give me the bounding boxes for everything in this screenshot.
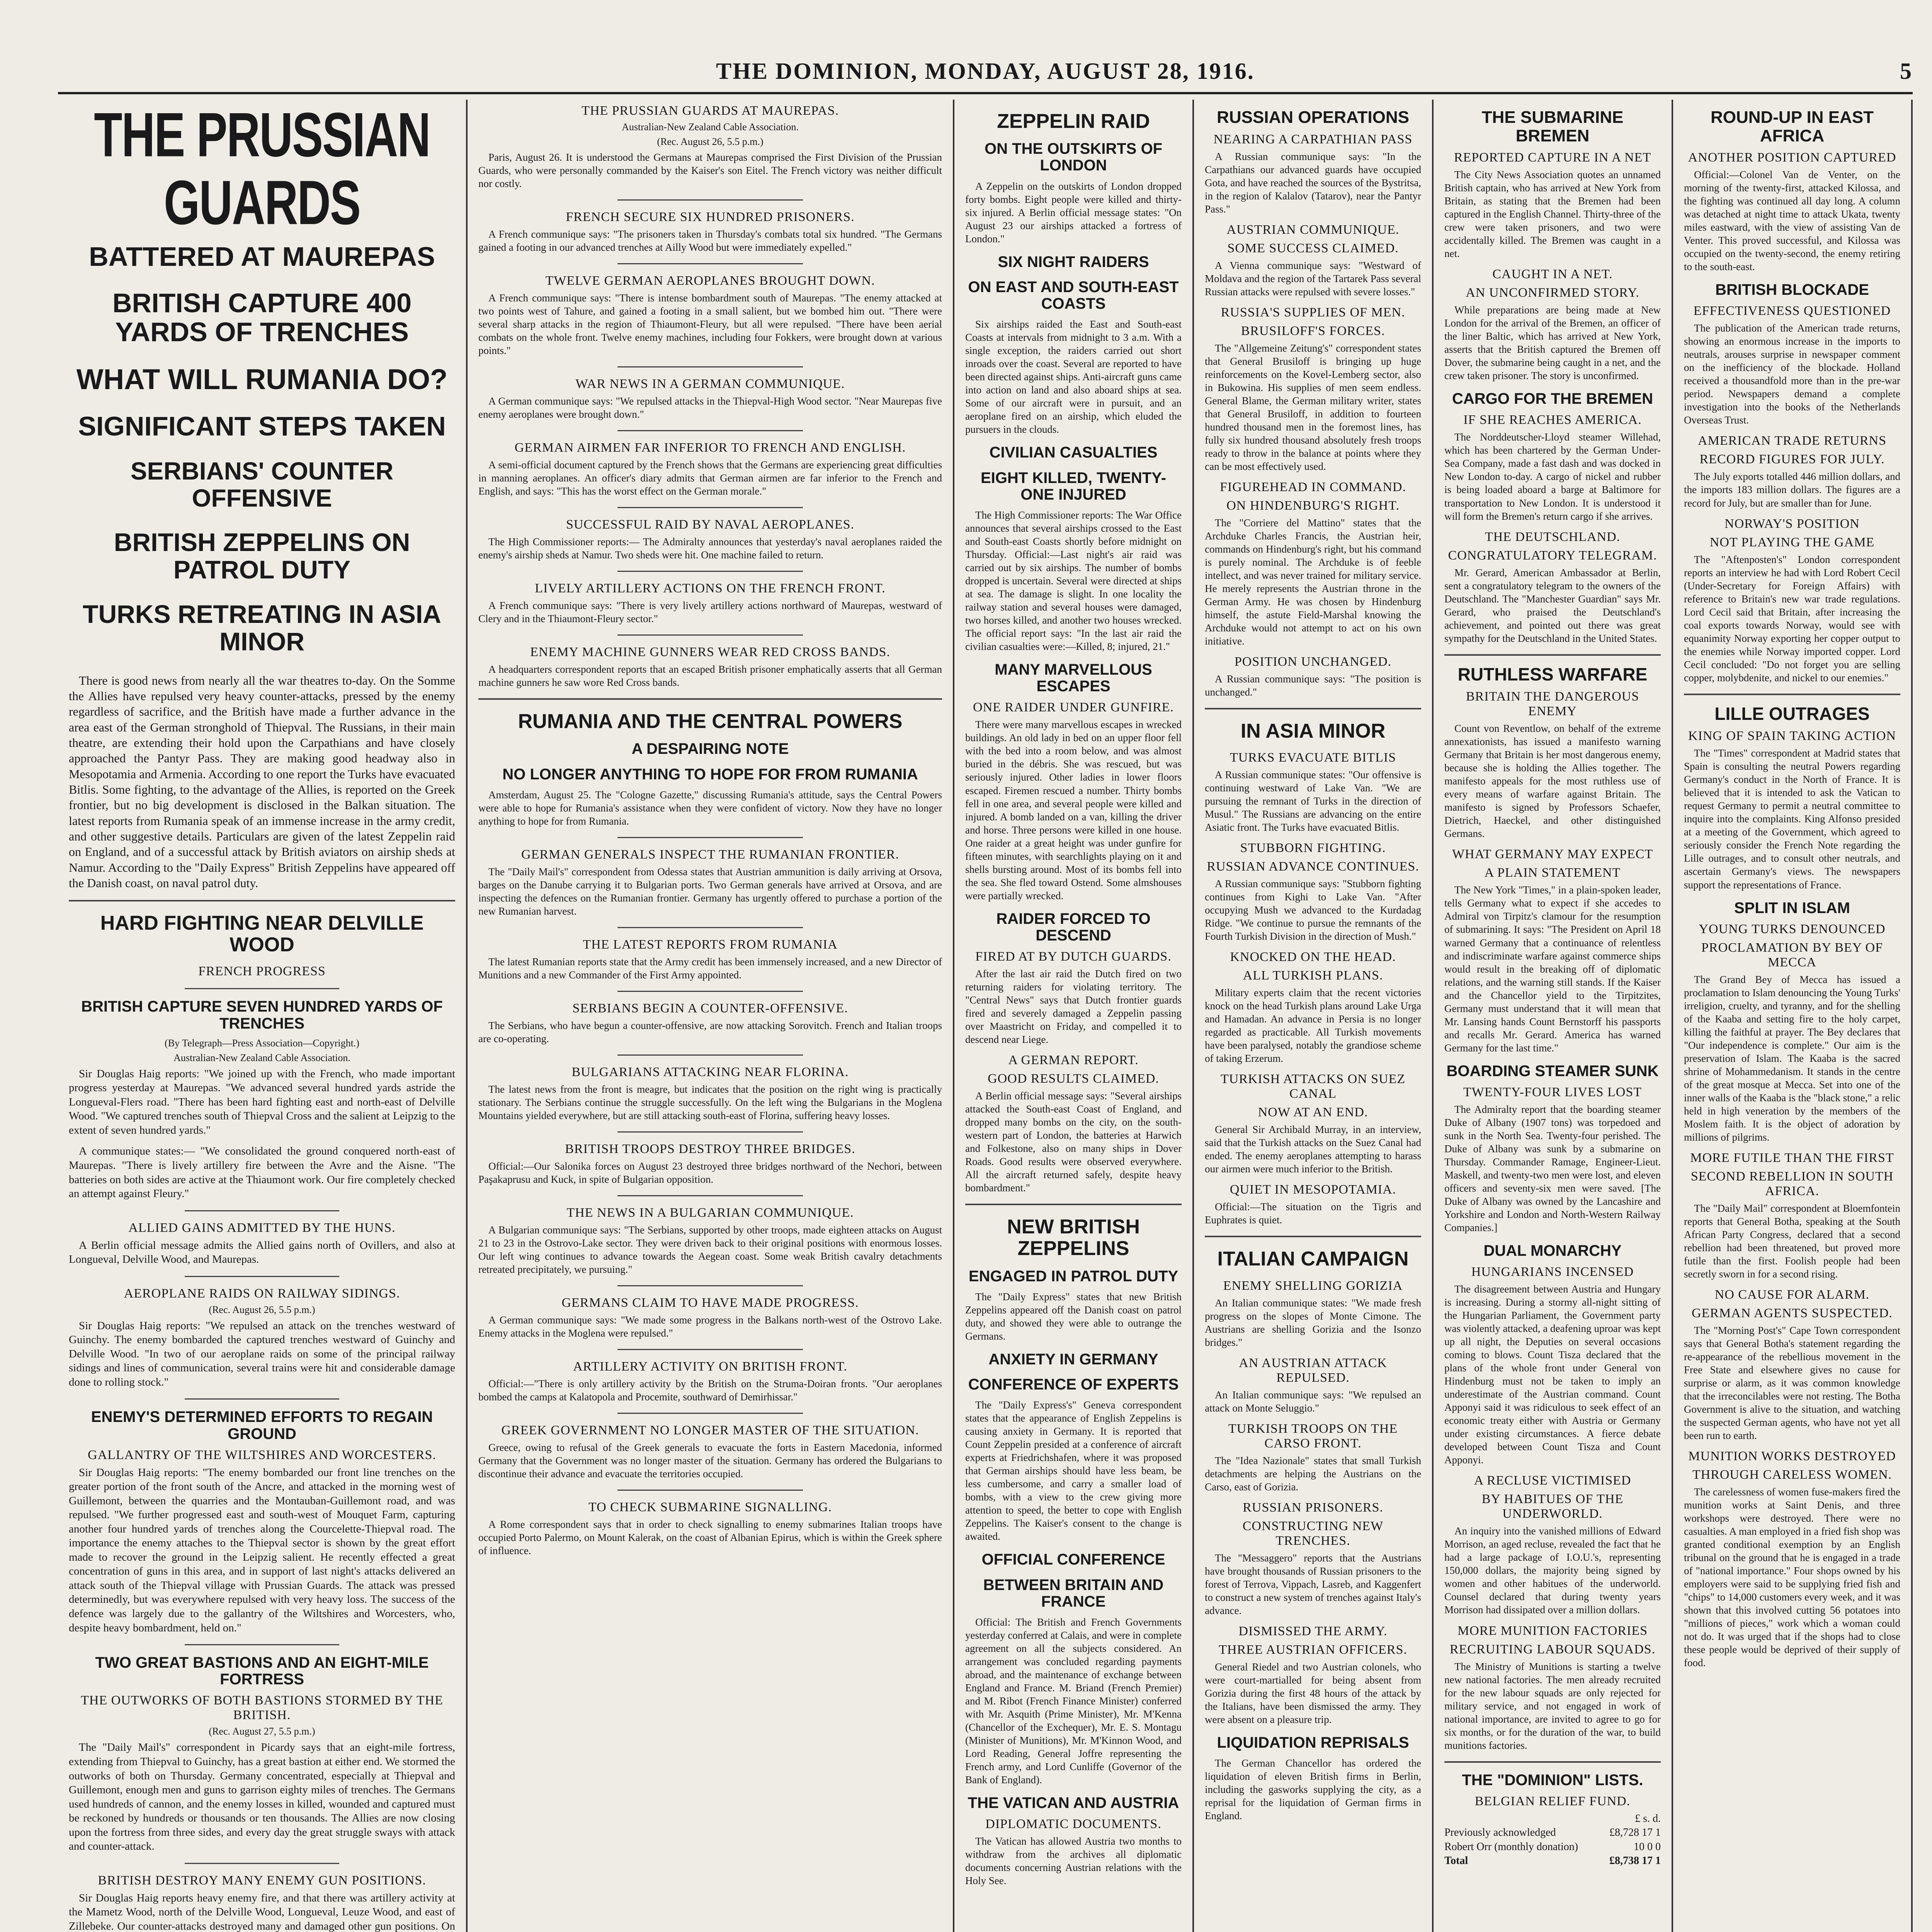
fund-value: £8,728 17 1 <box>1609 1827 1661 1839</box>
headline-east-africa: ROUND-UP IN EAST AFRICA <box>1710 108 1874 145</box>
headline: MORE FUTILE THAN THE FIRST <box>1690 1150 1894 1165</box>
divider <box>478 698 942 700</box>
divider <box>185 1210 339 1211</box>
subhead: A PLAIN STATEMENT <box>1484 866 1621 880</box>
headline-submarine-bremen: THE SUBMARINE BREMEN <box>1481 108 1624 145</box>
headline: TWELVE GERMAN AEROPLANES BROUGHT DOWN. <box>545 274 875 288</box>
headline-allied-gains: ALLIED GAINS ADMITTED BY THE HUNS. <box>128 1220 396 1235</box>
fund-label: Robert Orr (monthly donation) <box>1444 1840 1578 1853</box>
headline-rumania-central-powers: RUMANIA AND THE CENTRAL POWERS <box>518 710 903 733</box>
headline-dominion-lists: THE "DOMINION" LISTS. <box>1462 1771 1643 1789</box>
headline: SUCCESSFUL RAID BY NAVAL AEROPLANES. <box>566 517 855 532</box>
article-body: Military experts claim that the recent victories knock on the head Turkish plans around Lake Urga and Hamadan. An advance in Persia is no longer regarded as practicable. All Turkish movements have been paralysed, notably the grandiose scheme of taking Erzerum. <box>1205 987 1421 1065</box>
divider <box>617 199 803 201</box>
article-body: The High Commissioner reports:— The Admiralty announces that yesterday's naval aeroplanes raided the enemy's airship sheds at Namur. Two sheds were hit. One machine failed to return. <box>478 536 942 561</box>
headline: WHAT GERMANY MAY EXPECT <box>1452 847 1653 862</box>
subhead-outworks: THE OUTWORKS OF BOTH BASTIONS STORMED BY THE BRITISH. <box>81 1693 443 1723</box>
headline-gun-positions: BRITISH DESTROY MANY ENEMY GUN POSITIONS. <box>98 1873 426 1888</box>
subhead: CONSTRUCTING NEW TRENCHES. <box>1242 1519 1384 1548</box>
headline: A RECLUSE VICTIMISED <box>1474 1473 1631 1488</box>
headline: BULGARIANS ATTACKING NEAR FLORINA. <box>571 1065 849 1080</box>
article-body: The City News Association quotes an unnamed British captain, who has arrived at New York from Britain, as stating that the Bremen had been captured in the English Channel. Thirty-three of the crew were taken prisoners, and two were accidentally killed. The Bremen was caught in a net. <box>1444 169 1661 260</box>
article-body: A German communique says: "We repulsed attacks in the Thiepval-High Wood sector. "Near Maurepas five enemy aeroplanes were brought down." <box>478 395 942 420</box>
divider <box>69 900 455 901</box>
headline-zeppelin-raid: ZEPPELIN RAID <box>997 110 1150 133</box>
headline-rumania: WHAT WILL RUMANIA DO? <box>76 363 448 395</box>
agency-line: Australian-New Zealand Cable Association. <box>622 121 799 133</box>
article-body: An Italian communique says: "We repulsed an attack on Monte Seluggio." <box>1205 1389 1421 1414</box>
subhead: GOOD RESULTS CLAIMED. <box>988 1071 1159 1086</box>
subhead: NEARING A CARPATHIAN PASS <box>1213 132 1413 146</box>
headline: THE DEUTSCHLAND. <box>1485 529 1621 544</box>
headline: QUIET IN MESOPOTAMIA. <box>1230 1182 1396 1197</box>
headline: TO CHECK SUBMARINE SIGNALLING. <box>588 1500 832 1515</box>
divider <box>1205 708 1421 709</box>
article-body: The "Corriere del Mattino" states that the Archduke Charles Francis, the Austrian heir, commands on Hindenburg's right, but his command is purely nominal. The Archduke is of feeble intellect, and was never trained for military service. He merely represents the Austrian throne in the German Army. He was chosen by Hindenburg himself, the astute Field-Marshal knowing the Archduke would not attempt to act on his own initiative. <box>1205 517 1421 647</box>
fund-value: £8,738 17 1 <box>1609 1854 1661 1867</box>
subhead: BY HABITUES OF THE UNDERWORLD. <box>1481 1492 1624 1521</box>
headline-aeroplane-raids: AEROPLANE RAIDS ON RAILWAY SIDINGS. <box>124 1286 400 1301</box>
headline: GERMANS CLAIM TO HAVE MADE PROGRESS. <box>561 1296 859 1310</box>
article-body: A Russian communique says: "In the Carpathians our advanced guards have occupied Gota, and have reached the sources of the Bystritsa, in the region of Kalalov (Tatarov), near the Pantyr Pass." <box>1205 150 1421 215</box>
article-body: The Serbians, who have begun a counter-offensive, are now attacking Sorovitch. French and Italian troops are co-operating. <box>478 1020 942 1045</box>
subhead: ALL TURKISH PLANS. <box>1243 968 1383 983</box>
article-body: Official: The British and French Governments yesterday conferred at Calais, and were in complete agreement on all the subjects considered. An arrangement was concluded regarding payments abroad, and the maintenance of exchange between England and France. M. Briand (French Premier) and M. Ribot (French Finance Minister) conferred with Mr. Asquith (Prime Minister), Mr. M'Kenna (Chancellor of the Exchequer), Mr. E. S. Montagu (Minister of Munitions), Mr. M'Kinnon Wood, and Lord Reading, General Joffre representing the French army, and Lord Cunliffe (Governor of the Bank of England). <box>965 1616 1182 1786</box>
fund-label: Previously acknowledged <box>1444 1827 1556 1839</box>
fund-table <box>1444 1812 1661 1868</box>
headline: WAR NEWS IN A GERMAN COMMUNIQUE. <box>575 377 845 391</box>
fund-currency-cols: £ s. d. <box>1635 1812 1661 1825</box>
article-body: The "Messaggero" reports that the Austrians have brought thousands of Russian prisoners to the forest of Terrova, Vippach, Lasreb, and Kaggenfert to construct a new system of trenches against Italy's advance. <box>1205 1552 1421 1616</box>
headline-blockade: BRITISH BLOCKADE <box>1715 281 1869 299</box>
article-body: Sir Douglas Haig reports heavy enemy fire, and that there was artillery activity at the Mametz Wood, north of the Delville Wood, Longueval, Leuze Wood, and east of Zillebeke. Our counter-attacks destroyed many and damaged other gun positions. On <box>69 1891 455 1932</box>
article-body: A headquarters correspondent reports that an escaped British prisoner emphatically asserts that all German machine gunners he saw wore Red Cross bands. <box>478 663 942 689</box>
subhead: BETWEEN BRITAIN AND FRANCE <box>983 1576 1164 1610</box>
article-body: Greece, owing to refusal of the Greek generals to evacuate the forts in Eastern Macedonia, informed Germany that the Government was no longer master of the situation. Germany has ordered the Bulgarians to discontinue their advance and evacuate the territories occupied. <box>478 1442 942 1480</box>
article-body: A Russian communique states: "Our offensive is continuing westward of Lake Van. "We are pursuing the remnant of Turks in the direction of Musul." The Russians are advancing on the entire Asiatic front. The Turks have evacuated Bitlis. <box>1205 769 1421 833</box>
headline-ruthless-warfare: RUTHLESS WARFARE <box>1458 664 1648 684</box>
headline-regain-ground: ENEMY'S DETERMINED EFFORTS TO REGAIN GROUND <box>91 1408 433 1442</box>
article-body: Sir Douglas Haig reports: "We joined up with the French, who made important progress yesterday at Maurepas. "We advanced several hundred yards astride the Longueval-Flers road. "There has been hard fighting east and north-east of Delville Wood. "We captured trenches south of Thiepval Cross and the salient at Leipzig to the extent of seven hundred yards." <box>69 1067 455 1136</box>
article-body: A Berlin official message admits the Allied gains north of Ovillers, and also at Longueval, Delville Wood, and Maurepas. <box>69 1239 455 1266</box>
subhead: CONGRATULATORY TELEGRAM. <box>1448 548 1657 563</box>
subhead: KING OF SPAIN TAKING ACTION <box>1688 729 1896 743</box>
headline-split-in-islam: SPLIT IN ISLAM <box>1734 899 1850 917</box>
article-body: The latest news from the front is meagre, but indicates that the position on the right wing is practically stationary. The Serbians continue the struggle successfully. On the left wing the Bulgarians in the Moglena Mountains yielded everywhere, but are still attacking south-east of Florina, suffering heavy losses. <box>478 1083 942 1122</box>
divider <box>617 1413 803 1414</box>
subhead: ENGAGED IN PATROL DUTY <box>968 1267 1179 1285</box>
headline: ANXIETY IN GERMANY <box>988 1350 1158 1368</box>
headline: NORWAY'S POSITION <box>1725 516 1860 531</box>
subhead: TWENTY-FOUR LIVES LOST <box>1463 1085 1642 1099</box>
subhead: BRITAIN THE DANGEROUS ENEMY <box>1466 689 1639 719</box>
headline: THE NEWS IN A BULGARIAN COMMUNIQUE. <box>566 1206 854 1220</box>
divider <box>617 1490 803 1491</box>
article-body: The July exports totalled 446 million dollars, and the imports 183 million dollars. The figures are a record for July, but are smaller than for June. <box>1684 471 1900 509</box>
divider <box>617 571 803 572</box>
article-body: The "Aftenposten's" London correspondent reports an interview he had with Lord Robert Cecil (Under-Secretary for Foreign Affairs) with reference to Britain's new war trade regulations. Lord Cecil said that Britain, after increasing the coal exports towards Norway, would see with equanimity Norway exporting her copper output to the enemies while Norway imported copper. Lord Cecil concluded: "Do not forget you are selling copper, molybdenite, and nickel to our enemies." <box>1684 553 1900 684</box>
subhead-no-longer: NO LONGER ANYTHING TO HOPE FOR FROM RUMANIA <box>502 765 918 783</box>
article-body: Sir Douglas Haig reports: "We repulsed an attack on the trenches westward of Guinchy. The enemy bombarded the captured trenches westward of Guinchy and Delville Wood. "In two of our aeroplane raids on some of the principal railway sidings and lines of communication, several trains were hit and considerable damage done to rolling stock." <box>69 1319 455 1388</box>
headline-maurepas: BATTERED AT MAUREPAS <box>89 242 435 272</box>
divider <box>185 1276 339 1277</box>
article-body: The "Idea Nazionale" states that small Turkish detachments are helping the Austrians on the Carso, east of Gorizia. <box>1205 1454 1421 1493</box>
divider <box>185 1863 339 1864</box>
article-body: Sir Douglas Haig reports: "The enemy bombarded our front line trenches on the greater portion of the front south of the Ancre, and attacked in the morning west of Guillemont, between the quarries and the Montauban-Guillemont road, and was repulsed. "We further progressed east and south-west of Mouquet Farm, capturing another four hundred yards of trenches along the Courcelette-Thiepval road. The importance the enemy attaches to the Thiepval sector is shown by the great effort made to recover the ground in the Leipzig salient. He recently effected a great concentration of guns in this area, and in support of last night's attacks delivered an attack south of the Thiepval village with Prussian Guards. The attack was pressed determinedly, but was everywhere repulsed with very heavy loss. The success of the defence was largely due to the gallantry of the Wiltshires and Worcesters, who, despite heavy bombardment, held on." <box>69 1466 455 1634</box>
subhead: NOT PLAYING THE GAME <box>1709 535 1875 549</box>
column-5 <box>1434 100 1673 1932</box>
column-4 <box>1194 100 1434 1932</box>
article-body: Count von Reventlow, on behalf of the extreme annexationists, has issued a manifesto warning Germany that Britain is her most dangerous enemy, because she is holding the Allies together. The manifesto appeals for the most ruthless use of every means of warfare against Britain. The manifesto is signed by Professors Schaefer, Dietrich, Haeckel, and other distinguished Germans. <box>1444 723 1661 840</box>
headline-new-zeppelins: NEW BRITISH ZEPPELINS <box>1007 1216 1140 1260</box>
subhead-wiltshires: GALLANTRY OF THE WILTSHIRES AND WORCESTERS. <box>88 1447 436 1462</box>
article-body: The "Daily Mail" correspondent at Bloemfontein reports that General Botha, speaking at the South African Party Congress, declared that a second rebellion had been threatened, but proved more futile than the first. Foolish people had been secretly sworn in for a second rising. <box>1684 1202 1900 1280</box>
subhead: SECOND REBELLION IN SOUTH AFRICA. <box>1690 1169 1894 1198</box>
subhead-french-progress: FRENCH PROGRESS <box>198 964 326 979</box>
article-body: The "Daily Mail's" correspondent in Picardy says that an eight-mile fortress, extending from Thiepval to Guinchy, has a great bastion at either end. We stormed the outworks of both on Thursday. Germany concentrated, especially at Thiepval and Guillemont, enough men and guns to garrison eighty miles of trenches. The Germans used hundreds of cannon, and the enemy losses in killed, wounded and captured must be reckoned by hundreds or thousands or ten thousands. The Allies are now closing upon the fortress from three sides, and every day the great struggle sways with attack and counter-attack. <box>69 1741 455 1853</box>
credit-line: (By Telegraph—Press Association—Copyright.) <box>165 1037 359 1049</box>
article-body: Official:—"There is only artillery activity by the British on the Struma-Doiran fronts. "Our aeroplanes bombed the camps at Kalatopola and Procemite, southward of Demirhissar." <box>478 1378 942 1403</box>
subhead: ENEMY SHELLING GORIZIA <box>1223 1278 1403 1293</box>
headline: THE LATEST REPORTS FROM RUMANIA <box>583 937 838 952</box>
agency-line: Australian-New Zealand Cable Association. <box>173 1052 350 1063</box>
divider <box>617 1131 803 1133</box>
subhead: ON HINDENBURG'S RIGHT. <box>1226 498 1400 513</box>
divider <box>617 366 803 367</box>
headline: TURKISH TROOPS ON THE CARSO FRONT. <box>1228 1421 1398 1451</box>
headline: BRITISH TROOPS DESTROY THREE BRIDGES. <box>565 1142 855 1156</box>
divider <box>965 1204 1182 1205</box>
subhead: AN UNCONFIRMED STORY. <box>1466 286 1639 300</box>
column-3 <box>954 100 1194 1932</box>
headline: LIVELY ARTILLERY ACTIONS ON THE FRENCH FRONT. <box>535 581 886 596</box>
subhead: REPORTED CAPTURE IN A NET <box>1454 150 1651 165</box>
divider <box>617 634 803 636</box>
article-body: Mr. Gerard, American Ambassador at Berlin, sent a congratulatory telegram to the owners of the Deutschland. The "Manchester Guardian" says Mr. Gerard, who praised the Deutschland's achievement, and pointed out there was great sympathy for the Deutschland in the United States. <box>1444 566 1661 644</box>
headline: FRENCH SECURE SIX HUNDRED PRISONERS. <box>566 210 855 224</box>
subhead: ONE RAIDER UNDER GUNFIRE. <box>973 700 1174 715</box>
headline: SIX NIGHT RAIDERS <box>998 253 1149 270</box>
headline-russian-operations: RUSSIAN OPERATIONS <box>1217 108 1409 127</box>
headline: RUSSIA'S SUPPLIES OF MEN. <box>1221 305 1405 320</box>
article-body: The Norddeutscher-Lloyd steamer Willehad, which has been chartered by the German Under-Sea Company, made a fast dash and was docked in New London to-day. A cargo of nickel and rubber is being loaded aboard a barge at Baltimore for transportation to New London. It is understood it will form the Bremen's return cargo if she arrives. <box>1444 431 1661 522</box>
headline: THE PRUSSIAN GUARDS AT MAUREPAS. <box>582 104 839 118</box>
divider <box>1205 1236 1421 1237</box>
article-body: An inquiry into the vanished millions of Edward Morrison, an aged recluse, revealed the fact that he had a large package of I.O.U.'s, representing 150,000 dollars, the majority being signed by women and other habitues of the underworld. Counsel declared that during twenty years Morrison had dissipated over a million dollars. <box>1444 1525 1661 1616</box>
article-body: The High Commissioner reports: The War Office announces that several airships crossed to the East and South-east Coasts shortly before midnight on Thursday. Official:—Last night's air raid was carried out by six airships. The number of bombs dropped is uncertain. Several were directed at ships at sea. The damage is slight. In one locality the railway station and several houses were damaged, two horses killed, and another two houses wrecked. The official report says: "In the last air raid the civilian casualties were:—Killed, 8; injured, 21." <box>965 509 1182 653</box>
article-body: The Grand Bey of Mecca has issued a proclamation to Islam denouncing the Young Turks' irreligion, cruelty, and tyranny, and for the shelling of the Kaaba and setting fire to the holy carpet, killing the faithful at prayer. The Bey declares that "Our independence is complete." Our aim is the preservation of Islam. The Kaaba is the sacred shrine of Mohammedanism. It stands in the centre of the great mosque at Mecca. Set into one of the inner walls of the Kaaba is the "black stone," a relic held in high veneration by the members of the Moslem faith. It is the object of adoration by millions of pilgrims. <box>1684 973 1900 1143</box>
page-number: 5 <box>1900 58 1913 84</box>
headline: MANY MARVELLOUS ESCAPES <box>995 661 1152 695</box>
article-body: While preparations are being made at New London for the arrival of the Bremen, an officer of the liner Baltic, which has arrived at New York, asserts that the British captured the Bremen off Dover, the submarine being caught in a net, and the crew taken prisoner. The story is unconfirmed. <box>1444 304 1661 382</box>
fund-value: 10 0 0 <box>1634 1840 1661 1853</box>
headline: GREEK GOVERNMENT NO LONGER MASTER OF THE SITUATION. <box>501 1423 919 1438</box>
fund-row <box>1444 1826 1661 1840</box>
headline: AN AUSTRIAN ATTACK REPULSED. <box>1239 1355 1387 1385</box>
headline: KNOCKED ON THE HEAD. <box>1230 950 1396 964</box>
divider <box>1444 1761 1661 1763</box>
fund-label: Total <box>1444 1854 1468 1867</box>
subhead: CONFERENCE OF EXPERTS <box>968 1376 1179 1393</box>
subhead: RECORD FIGURES FOR JULY. <box>1699 452 1885 467</box>
headline: GERMAN AIRMEN FAR INFERIOR TO FRENCH AND ENGLISH. <box>514 440 906 455</box>
headline: NO CAUSE FOR ALARM. <box>1714 1287 1870 1302</box>
article-body: The "Allgemeine Zeitung's" correspondent states that General Brusiloff is bringing up huge reinforcements on the Kovel-Lemberg sector, also in Bukowina. His supplies of men seem endless. General Blame, the German military writer, states that General Brusiloff, in addition to fourteen hundred thousand men in the foremost lines, has fully six hundred thousand absolutely fresh troops ready to throw in the balance at points where they can be most effectively used. <box>1205 342 1421 472</box>
subhead: DIPLOMATIC DOCUMENTS. <box>985 1817 1162 1832</box>
headline: TURKISH ATTACKS ON SUEZ CANAL <box>1220 1072 1406 1101</box>
headline-zeppelins: BRITISH ZEPPELINS ON PATROL DUTY <box>114 527 410 584</box>
article-body: A semi-official document captured by the French shows that the Germans are experiencing great difficulties in manning aeroplanes. An officer's diary admits that German airmen are far inferior to the French and English, and says: "This has the worst effect on the German morale." <box>478 459 942 497</box>
headline-seven-hundred-yards: BRITISH CAPTURE SEVEN HUNDRED YARDS OF TRENCHES <box>81 998 443 1032</box>
article-body: A French communique says: "There is intense bombardment south of Maurepas. "The enemy attacked at two points west of Tahure, and gained a footing in a small salient, but we bombed him out. "There were several sharp attacks in the region of Thiaumont-Fleury, but all were repulsed. "There have been aerial combats on the whole front. Twelve enemy machines, including four Fokkers, were brought down at various points." <box>478 292 942 357</box>
article-body: A Russian communique says: "The position is unchanged." <box>1205 673 1421 698</box>
divider <box>617 263 803 264</box>
subhead: ON THE OUTSKIRTS OF LONDON <box>985 140 1162 174</box>
divider <box>617 1285 803 1286</box>
subhead: RUSSIAN ADVANCE CONTINUES. <box>1207 859 1419 874</box>
divider <box>617 991 803 992</box>
subhead-despairing-note: A DESPAIRING NOTE <box>631 740 789 758</box>
article-body: A communique states:— "We consolidated the ground conquered north-east of Maurepas. "There is lively artillery fire between the Avre and the Aisne. "The batteries on both sides are active at the Thiaumont work. Our fire completely checked an attempt against Fleury." <box>69 1145 455 1200</box>
headline: CARGO FOR THE BREMEN <box>1452 390 1653 408</box>
headline: MORE MUNITION FACTORIES <box>1457 1623 1648 1638</box>
divider <box>617 430 803 431</box>
article-body: The German Chancellor has ordered the liquidation of eleven British firms in Berlin, including the gasworks supplying the city, as a reprisal for the liquidation of German firms in England. <box>1205 1757 1421 1822</box>
masthead-title: THE DOMINION, MONDAY, AUGUST 28, 1916. <box>716 58 1255 84</box>
subhead: SOME SUCCESS CLAIMED. <box>1227 241 1399 255</box>
article-body: A Rome correspondent says that in order to check signalling to enemy submarines Italian troops have occupied Porto Palermo, on Mount Kalerak, on the coast of Albanian Epirus, which is within the Greek sphere of influence. <box>478 1519 942 1557</box>
headline: AMERICAN TRADE RETURNS <box>1698 434 1886 448</box>
article-body: The Vatican has allowed Austria two months to withdraw from the archives all diplomatic documents concerning Austrian relations with the Holy See. <box>965 1835 1182 1887</box>
divider <box>617 927 803 928</box>
dateline: (Rec. August 26, 5.5 p.m.) <box>209 1304 315 1315</box>
headline-delville-wood: HARD FIGHTING NEAR DELVILLE WOOD <box>100 912 424 956</box>
summary-paragraph: There is good news from nearly all the war theatres to-day. On the Somme the Allies have repulsed very heavy counter-attacks, pressed by the enemy regardless of sacrifice, and the British have made a further advance in the area east of the German stronghold of Thiepval. The Russians, in their main theatre, are extending their hold upon the Carpathians and have closely approached the Pantyr Pass. They are making good headway also in Mesopotamia and Armenia. According to one report the Turks have evacuated Bitlis. Some fighting, to the advantage of the Allies, is reported on the Greek frontier, but no big development is disclosed in the Balkan situation. The latest reports from Rumania speak of an immense increase in the army credit, and other suggestive details. Particulars are given of the latest Zeppelin raid on England, and of a successful attack by British aviators on airship sheds at Namur. According to the "Daily Express" British Zeppelins have appeared off the Danish coast, on naval patrol duty. <box>69 673 455 890</box>
subhead: EIGHT KILLED, TWENTY-ONE INJURED <box>981 469 1166 503</box>
masthead-rule <box>58 92 1913 94</box>
headline: OFFICIAL CONFERENCE <box>981 1551 1165 1568</box>
divider <box>1684 694 1900 695</box>
headline: GERMAN GENERALS INSPECT THE RUMANIAN FRONTIER. <box>521 847 899 862</box>
divider <box>617 1349 803 1350</box>
headline-bastions: TWO GREAT BASTIONS AND AN EIGHT-MILE FORTRESS <box>95 1654 429 1688</box>
headline: CIVILIAN CASUALTIES <box>989 444 1158 461</box>
headline: STUBBORN FIGHTING. <box>1240 841 1386 855</box>
subhead: YOUNG TURKS DENOUNCED <box>1699 922 1886 936</box>
article-body: The disagreement between Austria and Hungary is increasing. During a stormy all-night sitting of the Hungarian Parliament, the Government party was violently attacked, a deafening uproar was kept up all night, the Deputies on several occasions coming to blows. Count Tisza declared that the plans of the whole front under General von Hindenburg must not be taken to imply an underestimate of the Austrian command. Count Apponyi said it was ridiculous to seek effect of an economic treaty either with Austria or Germany under existing circumstances. A fierce debate developed between Count Tisza and Count Apponyi. <box>1444 1283 1661 1466</box>
headline: DISMISSED THE ARMY. <box>1238 1624 1388 1638</box>
divider <box>617 837 803 838</box>
headline: POSITION UNCHANGED. <box>1234 654 1392 669</box>
headline-italian-campaign: ITALIAN CAMPAIGN <box>1217 1248 1409 1270</box>
article-body: The "Daily Express's" Geneva correspondent states that the appearance of English Zeppelins is causing anxiety in Germany. It is reported that Count Zeppelin presided at a conference of aircraft experts at Friedrichshafen, where it was proposed that German airships should have less beam, be less cumbersome, and carry a smaller load of bombs, with a view to the crew giving more attention to speed, the better to cope with English Zeppelins. The Kaiser's consent to the change is awaited. <box>965 1399 1182 1543</box>
subhead: EFFECTIVENESS QUESTIONED <box>1693 304 1891 318</box>
article-body: A German communique says: "We made some progress in the Balkans north-west of the Ostrovo Lake. Enemy attacks in the Moglena were repulsed." <box>478 1314 942 1339</box>
subhead: THREE AUSTRIAN OFFICERS. <box>1219 1642 1407 1657</box>
subhead: IF SHE REACHES AMERICA. <box>1463 413 1642 427</box>
article-body: A French communique says: "The prisoners taken in Thursday's combats total six hundred. "The Germans gained a footing in our advanced trenches at Ailly Wood but were immediately expelled." <box>478 228 942 253</box>
subhead: ANOTHER POSITION CAPTURED <box>1688 150 1896 165</box>
article-body: A Zeppelin on the outskirts of London dropped forty bombs. Eight people were killed and thirty-six injured. A Berlin official message states: "On August 23 our airships attacked a fortress of London." <box>965 180 1182 245</box>
headline-asia-minor: IN ASIA MINOR <box>1240 719 1386 742</box>
divider <box>185 988 339 989</box>
headline: ARTILLERY ACTIVITY ON BRITISH FRONT. <box>573 1359 847 1374</box>
divider <box>617 507 803 508</box>
headline-liquidation: LIQUIDATION REPRISALS <box>1217 1734 1409 1751</box>
headline-significant-steps: SIGNIFICANT STEPS TAKEN <box>78 411 446 441</box>
headline-turks: TURKS RETREATING IN ASIA MINOR <box>83 600 441 656</box>
article-body: General Riedel and two Austrian colonels, who were court-martialled for being absent from Gorizia during the first 48 hours of the attack by the Italians, have been dismissed the army. They were absent on a pleasure trip. <box>1205 1661 1421 1725</box>
subhead: NOW AT AN END. <box>1258 1105 1368 1120</box>
column-6 <box>1673 100 1913 1932</box>
subhead: PROCLAMATION BY BEY OF MECCA <box>1701 940 1883 969</box>
divider <box>617 1195 803 1196</box>
headline-prussian-guards: THE PRUSSIAN GUARDS <box>94 100 430 238</box>
article-body: A Vienna communique says: "Westward of Moldava and the region of the Tartarek Pass several Russian attacks were repulsed with severe losses." <box>1205 259 1421 298</box>
subhead: TURKS EVACUATE BITLIS <box>1230 750 1396 765</box>
fund-header <box>1444 1812 1661 1826</box>
article-body: The publication of the American trade returns, showing an enormous increase in the imports to neutrals, arouses surprise in newspaper comment on the inefficiency of the blockade. Holland received a thousandfold more than in the pre-war period. Newspapers demand a complete investigation into the books of the Netherlands Overseas Trust. <box>1684 322 1900 426</box>
headline: SERBIANS BEGIN A COUNTER-OFFENSIVE. <box>572 1001 848 1015</box>
subhead: GERMAN AGENTS SUSPECTED. <box>1692 1306 1893 1320</box>
headline: THE VATICAN AND AUSTRIA <box>968 1794 1179 1812</box>
subhead: BRUSILOFF'S FORCES. <box>1241 323 1385 338</box>
article-body: Amsterdam, August 25. The "Cologne Gazette," discussing Rumania's attitude, says the Central Powers were able to hope for Rumania's assistance when they were confident of victory. Now they have no longer anything to hope for from Rumania. <box>478 789 942 827</box>
subhead: ON EAST AND SOUTH-EAST COASTS <box>968 278 1179 312</box>
headline: RAIDER FORCED TO DESCEND <box>996 910 1151 944</box>
fund-row <box>1444 1840 1661 1854</box>
subhead: FIRED AT BY DUTCH GUARDS. <box>975 949 1172 964</box>
headline-lille-outrages: LILLE OUTRAGES <box>1714 703 1870 724</box>
column-1 <box>58 100 468 1932</box>
article-body: The carelessness of women fuse-makers fired the munition works at Saint Denis, and three workshops were destroyed. There were no casualties. A man employed in a fried fish shop was granted conditional exemption by an English tribunal on the ground that he is engaged in a trade of "national importance." Four shops owned by his employers were said to be supplying fried fish and "chips" to 14,000 customers every week, and it was shown that this involved cutting 56 potatoes into "millions of pieces," work which a woman could not do. It was urged that if the shops had to close these people would be deprived of their supply of food. <box>1684 1486 1900 1669</box>
article-body: Six airships raided the East and South-east Coasts at intervals from midnight to 3 a.m. With a single exception, the raiders carried out short inroads over the coast. Several are reported to have been directed against ships. Anti-aircraft guns came into action on land and also aboard ships at sea. Some of our aircraft were in pursuit, and an aeroplane fired on an airship, which eluded the pursuers in the clouds. <box>965 318 1182 435</box>
masthead <box>58 58 1913 85</box>
article-body: A Berlin official message says: "Several airships attacked the South-east Coast of England, and dropped many bombs on the city, on the south-western part of London, the batteries at Harwich and Folkestone, also on many ships in Dover Roads. Good results were observed everywhere. All the aircraft returned safely, despite heavy bombardment." <box>965 1090 1182 1194</box>
article-body: After the last air raid the Dutch fired on two returning raiders for violating territory. The "Central News" says that Dutch frontier guards fired and severely damaged a Zeppelin passing over Maastricht on Friday, and compelled it to descend near Liege. <box>965 968 1182 1046</box>
subhead: HUNGARIANS INCENSED <box>1471 1265 1634 1279</box>
article-body: The Ministry of Munitions is starting a twelve new national factories. The men already recruited for the new labour squads are only rejected for military service, and not engaged in work of national importance, are invited to agree to go for six months, or for the duration of the war, to build munitions factories. <box>1444 1660 1661 1751</box>
divider <box>1444 654 1661 656</box>
article-body: There were many marvellous escapes in wrecked buildings. An old lady in bed on an upper floor fell with the bed into a room below, and was almost buried in the débris. She was rescued, but was seriously injured. Other ladies in lower floors escaped. Firemen rescued a number. Thirty bombs fell in one area, and several people were killed and injured. A bomb landed on a van, killing the driver and horse. Three persons were killed in one house. One raider at a great height was under gunfire for fifteen minutes, with searchlights playing on it and shells bursting around. Most of its bombs fell into the sea. She fled toward Ostend. Some almshouses were partially wrecked. <box>965 719 1182 901</box>
dateline: (Rec. August 27, 5.5 p.m.) <box>209 1726 315 1737</box>
article-body: The latest Rumanian reports state that the Army credit has been immensely increased, and a new Director of Munitions and a new Commander of the First Army appointed. <box>478 956 942 981</box>
article-body: The "Daily Express" states that new British Zeppelins appeared off the Danish coast on patrol duty, and showed they were able to outrange the Germans. <box>965 1291 1182 1342</box>
article-body: General Sir Archibald Murray, in an interview, said that the Turkish attacks on the Suez Canal had ended. The enemy aeroplanes attempting to harass our airmen were much inferior to the British. <box>1205 1124 1421 1175</box>
fund-total <box>1444 1854 1661 1868</box>
article-body: The Admiralty report that the boarding steamer Duke of Albany (1907 tons) was torpedoed and sunk in the North Sea. Twenty-four perished. The Duke of Albany was sunk by a submarine on Thursday. Commander Ramage, Engineer-Lieut. Maskell, and twenty-two men were lost, and eleven officers and seventy-six men were saved. [The Duke of Albany was owned by the Lancashire and Yorkshire and London and North-Western Railway Companies.] <box>1444 1103 1661 1233</box>
dateline: (Rec. August 26, 5.5 p.m.) <box>657 136 764 147</box>
article-body: Official:—Colonel Van de Venter, on the morning of the twenty-first, attacked Kilossa, and the fighting was continued all day long. A column was detached at night time to attack Ukata, twenty miles eastward, with the view of assisting Van de Venter. This proved successful, and Kilossa was occupied on the twenty-second, the enemy retiring to the south-east. <box>1684 169 1900 273</box>
headline: A GERMAN REPORT. <box>1008 1053 1139 1068</box>
article-body: A French communique says: "There is very lively artillery actions northward of Maurepas, westward of Clery and in the Thiaumont-Fleury sector." <box>478 600 942 625</box>
column-2 <box>468 100 954 1932</box>
article-body: Official:—Our Salonika forces on August 23 destroyed three bridges northward of the Nechori, between Paşakaprusu and Kuck, in spite of Bulgarian opposition. <box>478 1160 942 1185</box>
divider <box>185 1644 339 1645</box>
subhead: RECRUITING LABOUR SQUADS. <box>1449 1642 1656 1656</box>
headline: ENEMY MACHINE GUNNERS WEAR RED CROSS BANDS. <box>530 645 890 660</box>
headline: BOARDING STEAMER SUNK <box>1446 1062 1659 1080</box>
article-body: The "Daily Mail's" correspondent from Odessa states that Austrian ammunition is daily arriving at Orsova, barges on the Danube carrying it to Bulgarian ports. Two German generals have arrived at Orsova, and are inspecting the defences on the Rumanian frontier. Germany has urgently offered to purchase a portion of the new Rumanian harvest. <box>478 866 942 917</box>
article-body: The "Times" correspondent at Madrid states that Spain is consulting the neutral Powers regarding Germany's conduct in the North of France. It is believed that it is intended to ask the Vatican to request Germany to permit a neutral committee to inquire into the complaints. King Alfonso presided at a meeting of the Government, which agreed to seriously consider the French Note regarding the Lille outrages, and to consult other neutrals, and ascertain Germany's views. The newspapers support the representations of France. <box>1684 747 1900 891</box>
divider <box>617 1054 803 1056</box>
article-body: An Italian communique states: "We made fresh progress on the slopes of Monte Cimone. The Austrians are shelling Gorizia and the Isonzo bridges." <box>1205 1297 1421 1348</box>
article-body: The New York "Times," in a plain-spoken leader, tells Germany what to expect if she accedes to Admiral von Tirpitz's clamour for the resumption of submarining. It says: "The President on April 18 warned Germany that a continuance of relentless and indiscriminate warfare against commerce ships would result in the breaking off of diplomatic relations, and the warning still stands. If the Kaiser and the Chancellor yield to the Tirpitzites, Germany must understand that it will mean that Mr. Lansing hands Count Bernstorff his passports and recalls Mr. Gerard. America has warned Germany for the last time." <box>1444 884 1661 1054</box>
headline: AUSTRIAN COMMUNIQUE. <box>1226 222 1400 237</box>
article-body: Paris, August 26. It is understood the Germans at Maurepas comprised the First Division of the Prussian Guards, who were personally commanded by the Kaiser's son Eitel. The French victory was neither difficult nor costly. <box>478 151 942 190</box>
divider <box>185 1398 339 1400</box>
headline: FIGUREHEAD IN COMMAND. <box>1220 480 1406 494</box>
headline: RUSSIAN PRISONERS. <box>1243 1500 1383 1515</box>
article-body: The "Morning Post's" Cape Town correspondent says that General Botha's statement regarding the re-appearance of the rebellious movement in the Free State and elsewhere gives no cause for surprise or alarm, as it was common knowledge that the irreconcilables were not resting. The Botha Government is alive to the situation, and watching the suspected German agents, who have not yet all been run to earth. <box>1684 1325 1900 1442</box>
article-body: A Russian communique says: "Stubborn fighting continues from Kighi to Lake Van. "After occupying Mush we advanced to the Kurdadag Ridge. "We continue to pursue the remnants of the Fourth Turkish Division in the direction of Mush." <box>1205 878 1421 942</box>
headline-serbians: SERBIANS' COUNTER OFFENSIVE <box>130 457 394 512</box>
headline-400-yards: BRITISH CAPTURE 400 YARDS OF TRENCHES <box>112 287 412 347</box>
article-body: Official:—The situation on the Tigris and Euphrates is quiet. <box>1205 1201 1421 1226</box>
headline: CAUGHT IN A NET. <box>1492 267 1613 282</box>
subhead: THROUGH CARELESS WOMEN. <box>1692 1468 1892 1482</box>
headline: DUAL MONARCHY <box>1483 1242 1622 1259</box>
subhead: BELGIAN RELIEF FUND. <box>1475 1794 1631 1808</box>
article-body: A Bulgarian communique says: "The Serbians, supported by other troops, made eighteen attacks on August 21 to 23 in the Ostrovo-Lake sector. They were driven back to their original positions with enormous losses. Our left wing continues to advance towards the Aegean coast. Some weak British cavalry detachments retreated precipitately, we pursuing." <box>478 1224 942 1276</box>
headline: MUNITION WORKS DESTROYED <box>1688 1449 1896 1464</box>
